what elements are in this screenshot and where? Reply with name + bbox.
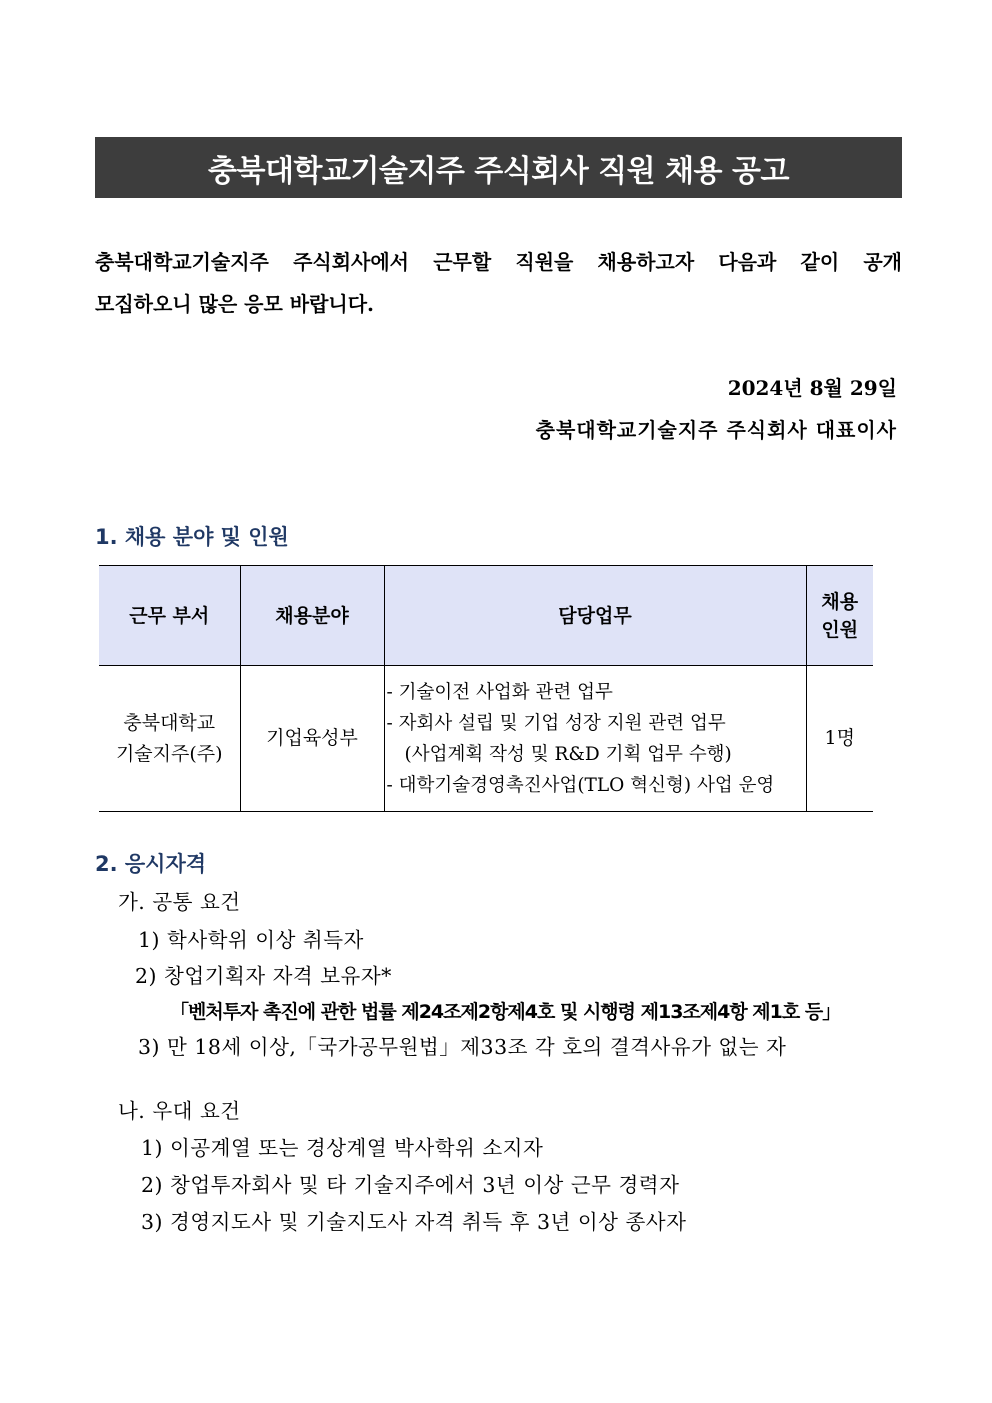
cell-dept (99, 666, 240, 812)
header-count (806, 566, 873, 666)
preferred-requirement-item: 1) 이공계열 또는 경상계열 박사학위 소지자 (141, 1136, 544, 1160)
intro-line-1: 충북대학교기술지주 주식회사에서 근무할 직원을 채용하고자 다음과 같이 공개 (95, 250, 902, 274)
cell-count: 1명 (806, 666, 873, 812)
law-reference-note: 「벤처투자 촉진에 관한 법률 제24조제2항제4호 및 시행령 제13조제4항 제1호 등」 (170, 1001, 841, 1023)
cell-dept-line2: 기술지주(주) (115, 742, 223, 765)
preferred-requirement-item: 3) 경영지도사 및 기술지도사 자격 취득 후 3년 이상 종사자 (141, 1210, 687, 1234)
cell-field: 기업육성부 (240, 666, 384, 812)
cell-duties (384, 666, 806, 812)
duty-item-sub: (사업계획 작성 및 R&D 기획 업무 수행) (404, 743, 732, 765)
section1-heading: 1. 채용 분야 및 인원 (95, 525, 289, 549)
common-requirement-item: 1) 학사학위 이상 취득자 (138, 928, 364, 952)
intro-paragraph (95, 241, 902, 325)
preferred-requirement-item: 2) 창업투자회사 및 타 기술지주에서 3년 이상 근무 경력자 (141, 1173, 680, 1197)
header-dept: 근무 부서 (99, 566, 240, 666)
cell-dept-line1: 충북대학교 (123, 711, 216, 734)
recruitment-table (99, 565, 873, 812)
duty-item: - 대학기술경영촉진사업(TLO 혁신형) 사업 운영 (386, 774, 775, 796)
header-count-line2: 인원 (821, 618, 859, 641)
duty-item: - 자회사 설립 및 기업 성장 지원 관련 업무 (386, 712, 726, 734)
intro-line-2: 모집하오니 많은 응모 바랍니다. (95, 292, 375, 316)
section2-heading: 2. 응시자격 (95, 852, 207, 876)
announcement-date: 2024년 8월 29일 (727, 376, 897, 400)
header-field: 채용분야 (240, 566, 384, 666)
header-duties: 담당업무 (384, 566, 806, 666)
common-requirements-heading: 가. 공통 요건 (118, 890, 241, 914)
page-title: 충북대학교기술지주 주식회사 직원 채용 공고 (95, 137, 902, 198)
common-requirement-item: 3) 만 18세 이상,「국가공무원법」제33조 각 호의 결격사유가 없는 자 (138, 1035, 787, 1059)
signature: 충북대학교기술지주 주식회사 대표이사 (535, 418, 897, 442)
table-header-row (99, 566, 873, 666)
preferred-requirements-heading: 나. 우대 요건 (118, 1099, 241, 1123)
header-count-line1: 채용 (821, 590, 859, 613)
common-requirement-item: 2) 창업기획자 자격 보유자* (135, 964, 392, 988)
duty-item: - 기술이전 사업화 관련 업무 (386, 681, 613, 703)
table-row (99, 666, 873, 812)
